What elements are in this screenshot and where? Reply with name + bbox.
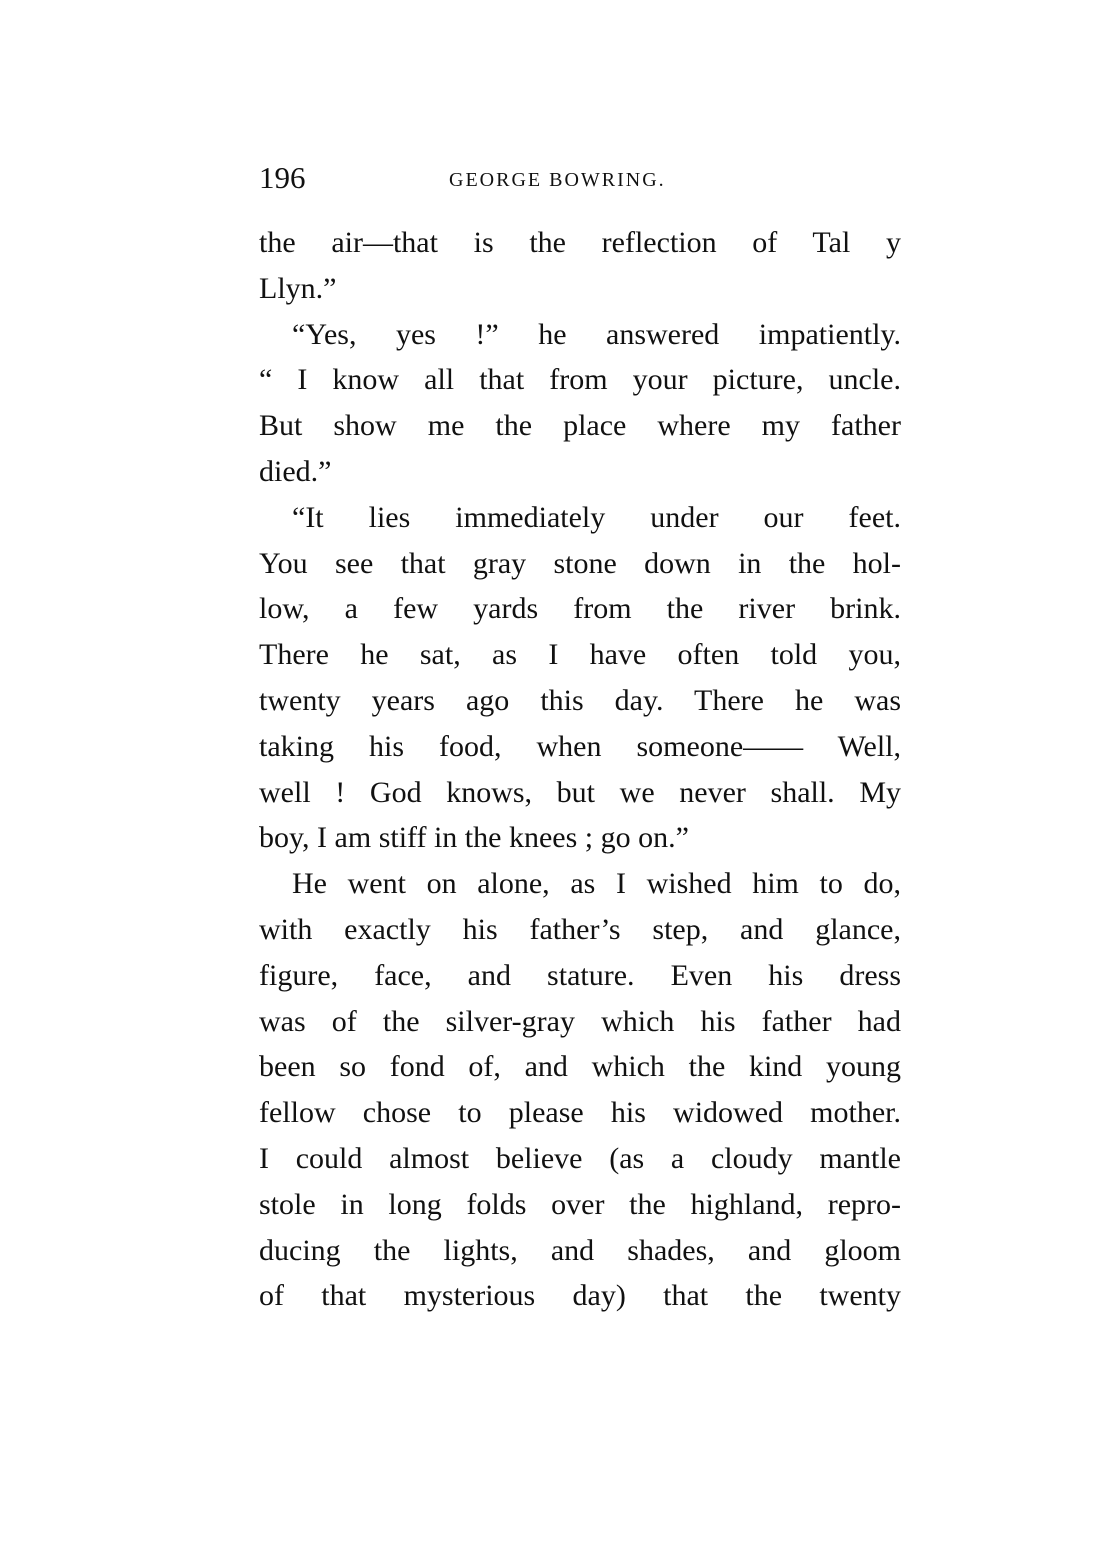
text-line: But show me the place where my father (259, 409, 901, 443)
text-line: boy, I am stiff in the knees ; go on.” (259, 821, 689, 855)
text-line: “ I know all that from your picture, uncle. (259, 363, 901, 397)
text-line: was of the silver-gray which his father had (259, 1004, 901, 1038)
text-line: of that mysterious day) that the twenty (259, 1279, 901, 1313)
text-line: twenty years ago this day. There he was (259, 683, 901, 717)
text-line: taking his food, when someone—— Well, (259, 729, 901, 763)
text-line: low, a few yards from the river brink. (259, 592, 901, 626)
text-line: figure, face, and stature. Even his dress (259, 958, 901, 992)
text-line: Llyn.” (259, 271, 337, 305)
text-line: “It lies immediately under our feet. (292, 500, 901, 534)
text-line: There he sat, as I have often told you, (259, 638, 901, 672)
text-line: He went on alone, as I wished him to do, (292, 867, 901, 901)
text-line: I could almost believe (as a cloudy mantle (259, 1141, 901, 1175)
text-line: fellow chose to please his widowed mother. (259, 1096, 901, 1130)
text-line: the air—that is the reflection of Tal y (259, 226, 901, 259)
text-line: been so fond of, and which the kind young (259, 1050, 901, 1084)
running-title: GEORGE BOWRING. (449, 169, 666, 191)
text-line: ducing the lights, and shades, and gloom (259, 1233, 901, 1267)
body-text (259, 220, 901, 1319)
text-line: You see that gray stone down in the hol- (259, 546, 901, 580)
text-line: well ! God knows, but we never shall. My (259, 775, 901, 809)
text-line: stole in long folds over the highland, repro- (259, 1187, 901, 1221)
page-header (259, 158, 901, 198)
text-line: with exactly his father’s step, and glance, (259, 912, 901, 946)
text-line: died.” (259, 454, 332, 488)
text-line: “Yes, yes !” he answered impatiently. (292, 317, 901, 351)
page-number: 196 (259, 160, 306, 195)
